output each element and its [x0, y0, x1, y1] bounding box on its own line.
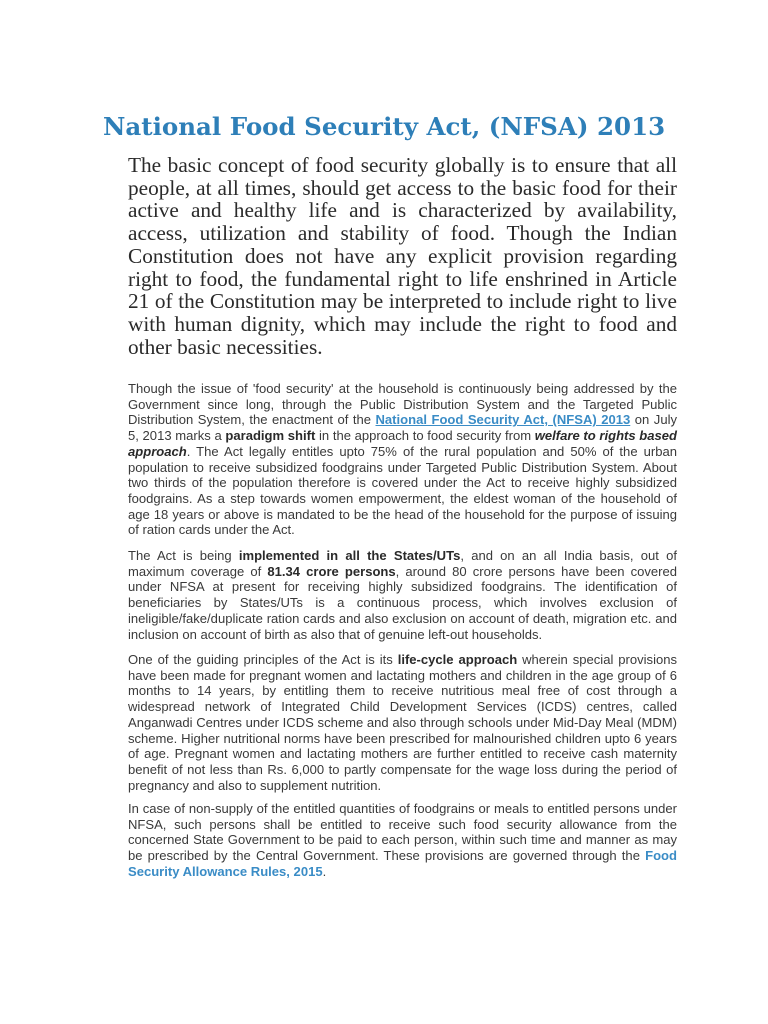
text-run: , and on an all India basis, out of maximum coverage of — [128, 548, 677, 579]
emphasis-implemented: implemented in all the States/UTs — [238, 548, 461, 563]
text-run: wherein special provisions have been made for pregnant women and lactating mothers and children in the age group of 6 months to 14 years, by entitling them to receive nutritious meal free of cost through a widespread network of Integrated Child Development Services (ICDS) centres, called Anganwadi Centres under ICDS scheme and also through schools under Mid-Day Meal (MDM) scheme. Higher nutritional norms have been prescribed for malnourished children upto 6 years of age. Pregnant women and lactating mothers are further entitled to receive cash maternity benefit of not less than Rs. 6,000 to partly compensate for the wage loss during the period of pregnancy and also to supplement nutrition. — [128, 652, 678, 793]
text-run: . — [322, 863, 327, 879]
text-run: , around 80 crore persons have been covered under NFSA at present for receiving highly subsidized foodgrains. The identification of beneficiaries by States/UTs is a continuous process, which involves exclusion of ineligible/fake/duplicate ration cards and also exclusion on account of death, migration etc. and inclusion on account of birth as also that of genuine left-out households. — [128, 563, 678, 642]
text-run: One of the guiding principles of the Act is its — [128, 652, 398, 667]
page-title: National Food Security Act, (NFSA) 2013 — [103, 112, 666, 141]
emphasis-coverage: 81.34 crore persons — [267, 563, 396, 579]
emphasis-paradigm-shift: paradigm shift — [225, 428, 316, 444]
emphasis-rights-approach: welfare to rights based approach — [128, 428, 678, 459]
allowance-rules-link[interactable]: Food Security Allowance Rules, 2015 — [128, 848, 677, 879]
text-run: . The Act legally entitles upto 75% of the rural population and 50% of the urban population to receive subsidized foodgrains under Targeted Public Distribution System. About two thirds of the population therefore is covered under the Act to receive highly subsidized foodgrains. As a step towards women empowerment, the eldest woman of the household of age 18 years or above is mandated to be the head of the household for the purpose of issuing of ration cards under the Act. — [128, 443, 677, 538]
text-run: in the approach to food security from — [315, 428, 535, 444]
text-run: In case of non-supply of the entitled quantities of foodgrains or meals to entitled persons under NFSA, such persons shall be entitled to receive such food security allowance from the concerned State Government to be paid to each person, within such time and manner as may be prescribed by the Central Government. These provisions are governed through the — [128, 801, 677, 864]
paragraph-allowance — [128, 801, 677, 880]
paragraph-nfsa-enactment — [128, 381, 677, 538]
emphasis-life-cycle: life-cycle approach — [397, 652, 518, 667]
text-run: Though the issue of 'food security' at the household is continuously being addressed by the Government since long, through the Public Distribution System and the Targeted Public Distribution System, the enactment of the — [128, 381, 677, 428]
nfsa-link[interactable]: National Food Security Act, (NFSA) 2013 — [375, 412, 631, 428]
text-run: The Act is being — [128, 548, 239, 563]
lead-paragraph: The basic concept of food security globally is to ensure that all people, at all times, should get access to the basic food for their active and healthy life and is characterized by availability, access, utilization and stability of food. Though the Indian Constitution does not have any explicit provision regarding right to food, the fundamental right to life enshrined in Article 21 of the Constitution may be interpreted to include right to live with human dignity, which may include the right to food and other basic necessities. — [128, 153, 677, 359]
paragraph-life-cycle — [128, 652, 677, 793]
text-run: on July 5, 2013 marks a — [128, 412, 677, 444]
paragraph-implementation — [128, 548, 677, 642]
